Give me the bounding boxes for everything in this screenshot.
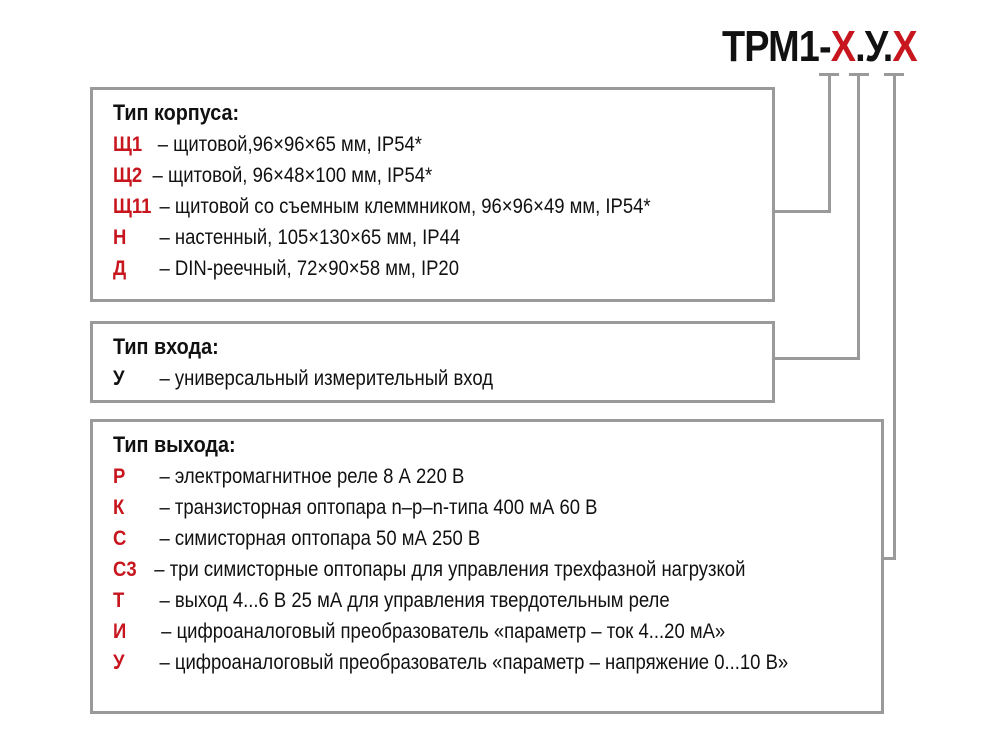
housing-desc: – щитовой со съемным клеммником, 96×96×49 мм, IP54*: [159, 194, 651, 218]
housing-desc: – щитовой, 96×48×100 мм, IP54*: [152, 163, 433, 187]
housing-item: [113, 225, 460, 250]
model-code-title: [722, 22, 917, 72]
housing-item: [113, 163, 432, 188]
output-item: [113, 495, 597, 520]
input-item: [113, 366, 493, 391]
output-code: К: [113, 495, 125, 519]
input-desc: – универсальный измерительный вход: [159, 366, 494, 390]
output-item: [113, 619, 725, 644]
housing-item: [113, 132, 422, 157]
connector-housing-horizontal: [772, 210, 831, 213]
housing-type-heading: Тип корпуса:: [113, 100, 240, 125]
output-desc: – симисторная оптопара 50 мА 250 В: [159, 526, 481, 550]
output-desc: – цифроаналоговый преобразователь «параметр – ток 4...20 мА»: [161, 619, 726, 643]
model-output-placeholder: Х: [892, 22, 917, 71]
output-desc: – электромагнитное реле 8 А 220 В: [159, 464, 465, 488]
housing-code: Н: [113, 225, 127, 249]
output-item: [113, 557, 745, 582]
model-prefix: ТРМ1-: [722, 22, 831, 71]
output-desc: – транзисторная оптопара n–p–n-типа 400 мА 60 В: [159, 495, 598, 519]
connector-input-vertical: [857, 73, 860, 360]
output-code: И: [113, 619, 127, 643]
output-desc: – цифроаналоговый преобразователь «параметр – напряжение 0...10 В»: [159, 650, 789, 674]
model-housing-placeholder: Х: [830, 22, 856, 71]
housing-desc: – DIN-реечный, 72×90×58 мм, IP20: [159, 256, 460, 280]
output-code: С: [113, 526, 127, 550]
housing-code: Щ2: [113, 163, 143, 187]
model-input-code: У: [864, 22, 883, 71]
output-item: [113, 464, 464, 489]
connector-housing-vertical: [828, 73, 831, 213]
housing-code: Щ1: [113, 132, 143, 156]
output-item: [113, 588, 670, 613]
output-type-box: [90, 419, 884, 714]
output-code: У: [113, 650, 125, 674]
housing-desc: – щитовой,96×96×65 мм, IP54*: [157, 132, 422, 156]
output-desc: – три симисторные оптопары для управления трехфазной нагрузкой: [154, 557, 746, 581]
housing-code: Щ11: [113, 194, 152, 218]
connector-input-horizontal: [772, 357, 860, 360]
output-code: Р: [113, 464, 126, 488]
housing-item: [113, 256, 459, 281]
model-dot: .: [882, 22, 893, 71]
output-code: Т: [113, 588, 125, 612]
output-type-heading: Тип выхода:: [113, 432, 236, 457]
output-item: [113, 526, 480, 551]
connector-output-vertical: [893, 73, 896, 560]
output-item: [113, 650, 788, 675]
input-type-heading: Тип входа:: [113, 334, 219, 359]
output-desc: – выход 4...6 В 25 мА для управления твердотельным реле: [159, 588, 670, 612]
input-type-box: [90, 321, 775, 403]
input-code: У: [113, 366, 125, 390]
output-code: С3: [113, 557, 137, 581]
housing-item: [113, 194, 651, 219]
housing-desc: – настенный, 105×130×65 мм, IP44: [159, 225, 461, 249]
housing-code: Д: [113, 256, 127, 280]
model-dot: .: [855, 22, 865, 71]
housing-type-box: [90, 87, 775, 302]
